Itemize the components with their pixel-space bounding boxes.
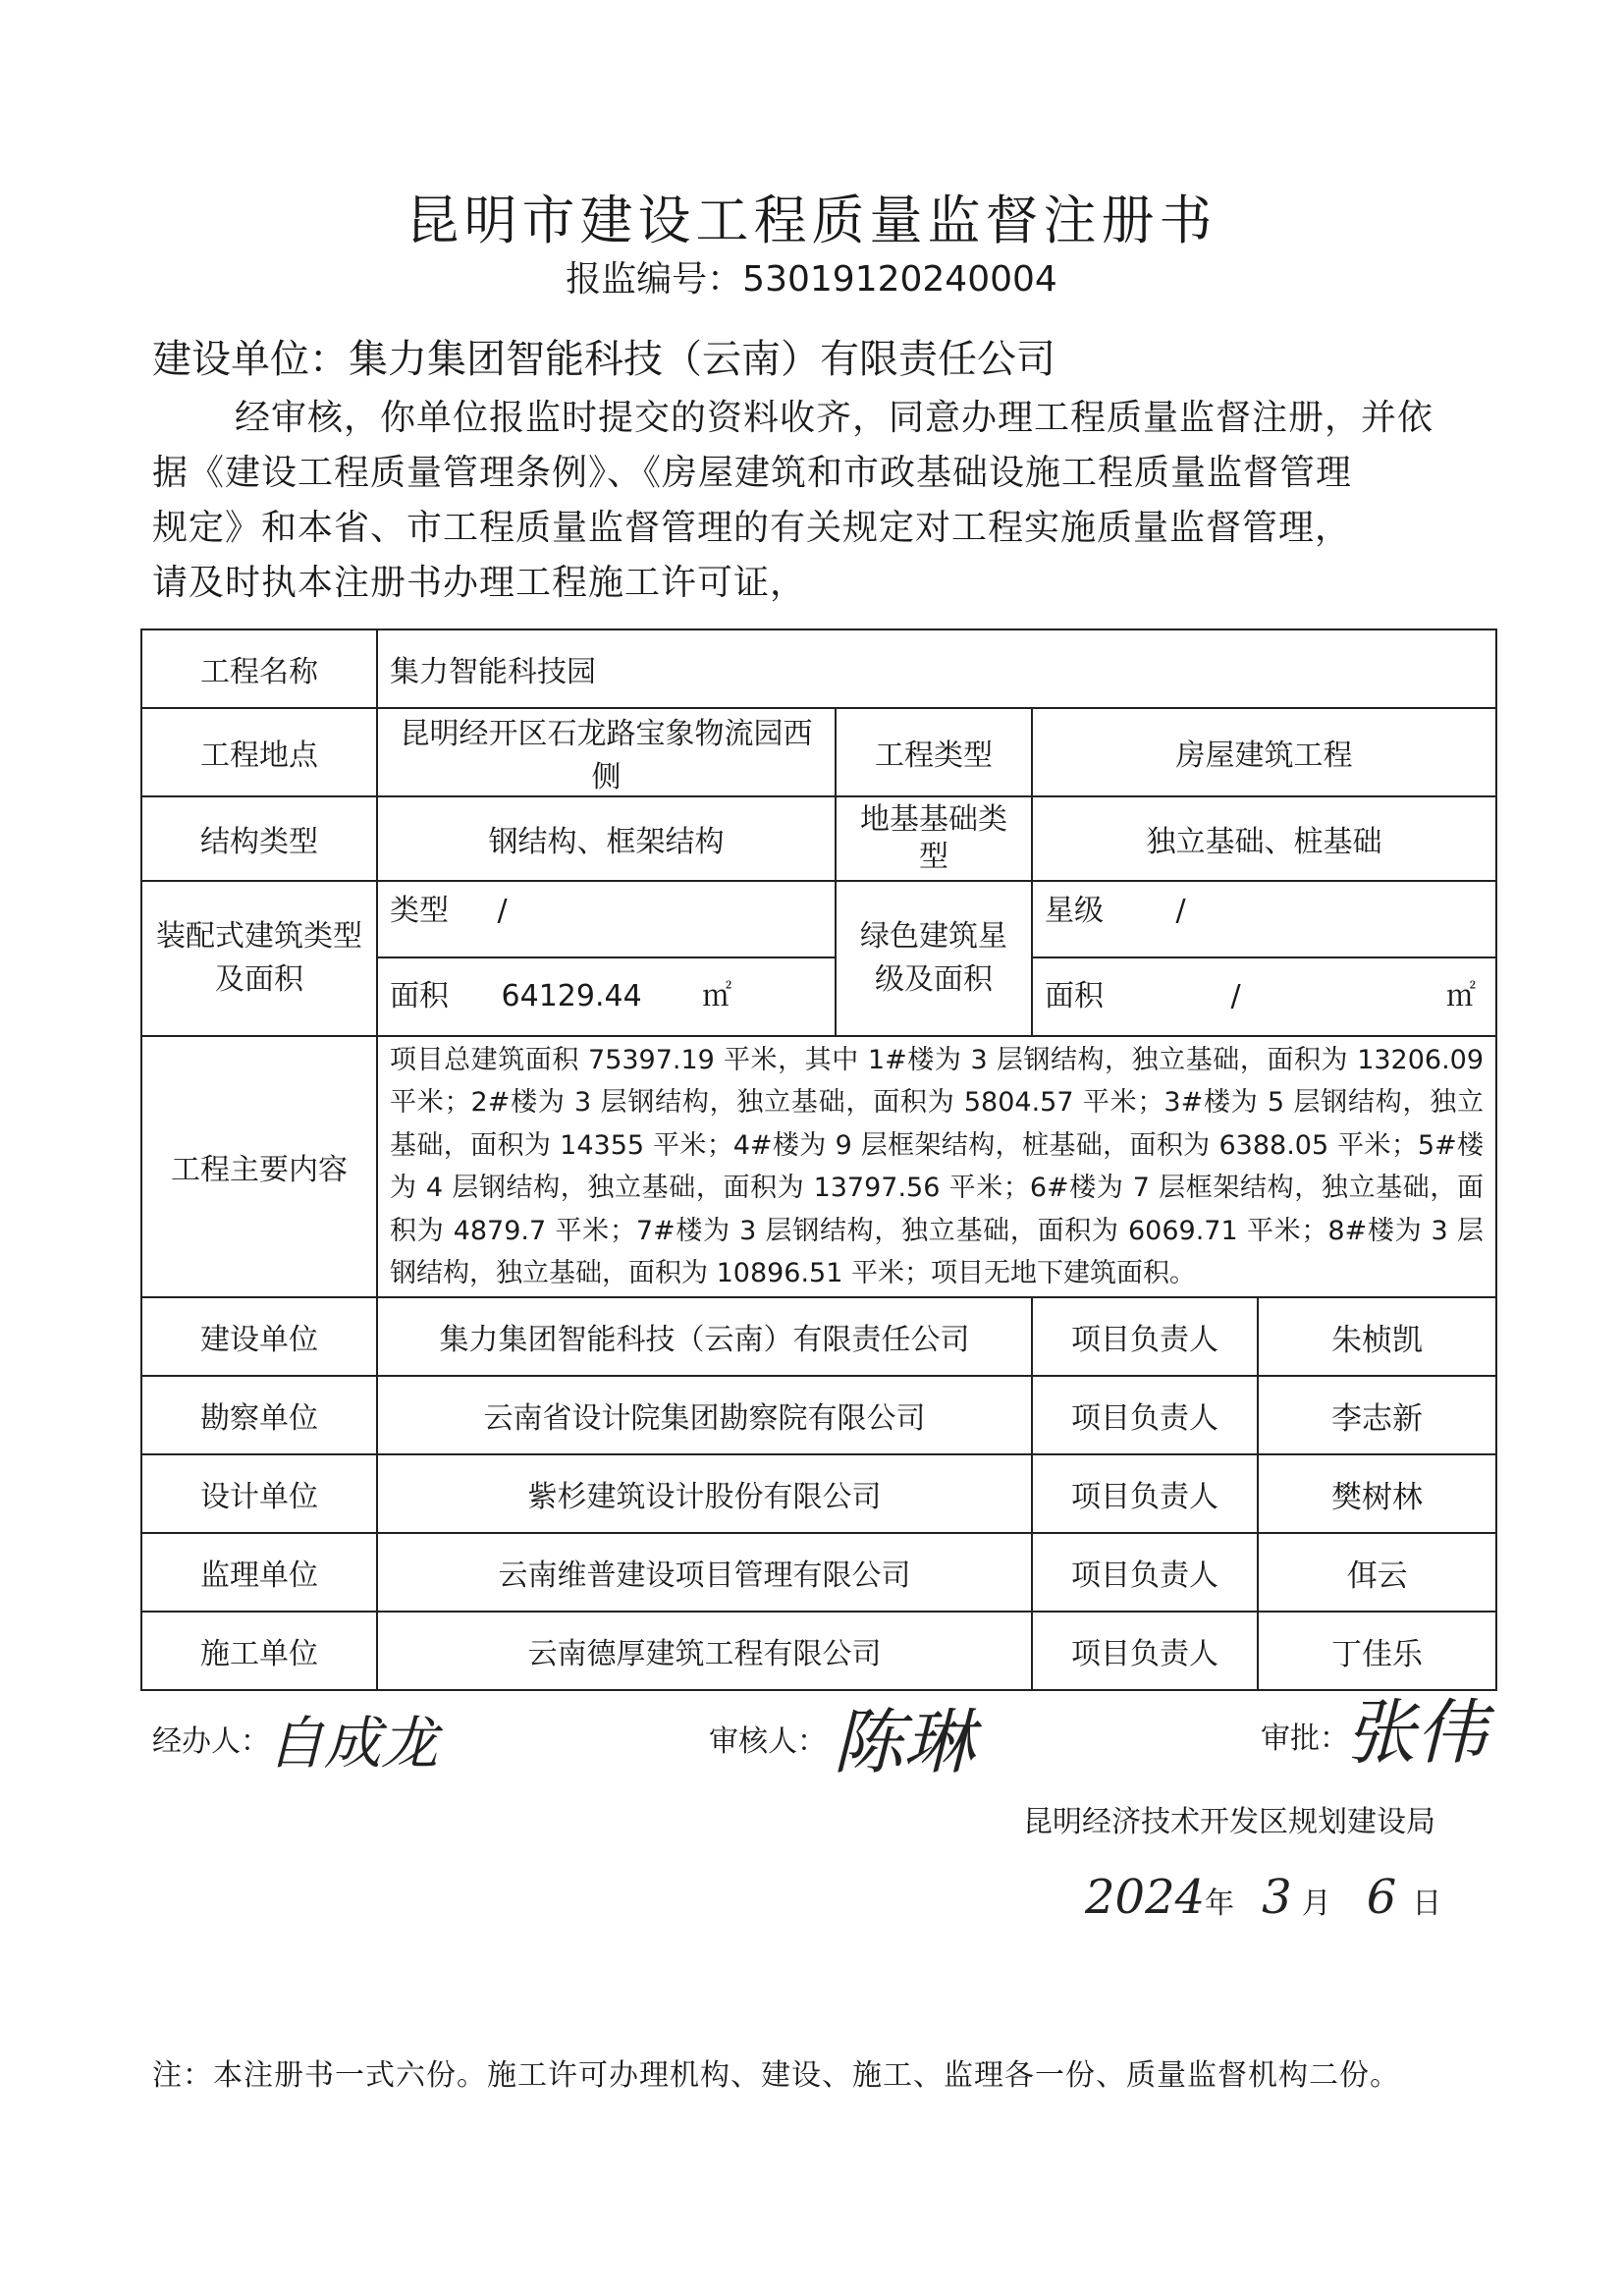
registration-number <box>0 255 1623 304</box>
intro-line: 请及时执本注册书办理工程施工许可证， <box>152 563 807 603</box>
intro-line: 经审核，你单位报监时提交的资料收齐，同意办理工程质量监督注册，并依 <box>235 398 1434 438</box>
table-row <box>141 1454 1496 1533</box>
prefab-area-label: 面积 <box>390 979 449 1013</box>
structure-type-label: 结构类型 <box>141 796 377 881</box>
unit-leader-label: 项目负责人 <box>1032 1454 1258 1533</box>
project-type-value: 房屋建筑工程 <box>1032 708 1496 796</box>
date-month-unit: 月 <box>1301 1886 1331 1921</box>
prefab-type-value: / <box>497 894 508 928</box>
date-day-unit: 日 <box>1412 1886 1442 1921</box>
reviewer-label: 审核人： <box>709 1724 827 1759</box>
unit-leader: 李志新 <box>1258 1376 1496 1454</box>
unit-leader-label: 项目负责人 <box>1032 1612 1258 1690</box>
green-star-value: / <box>1175 894 1186 928</box>
construction-unit-label: 建设单位： <box>152 337 349 382</box>
unit-company: 集力集团智能科技（云南）有限责任公司 <box>377 1297 1032 1376</box>
date-month: 3 <box>1262 1870 1292 1925</box>
approver-signature: 张伟 <box>1345 1691 1488 1774</box>
table-row <box>141 1297 1496 1376</box>
green-cell <box>1032 881 1496 1036</box>
date-year-unit: 年 <box>1205 1886 1235 1921</box>
handler-signature: 自成龙 <box>267 1710 439 1777</box>
unit-leader: 佴云 <box>1258 1533 1496 1612</box>
green-star-label: 星级 <box>1045 894 1104 928</box>
reviewer-signature: 陈琳 <box>833 1701 975 1783</box>
unit-company: 云南维普建设项目管理有限公司 <box>377 1533 1032 1612</box>
date-year: 2024 <box>1085 1870 1206 1925</box>
unit-role: 设计单位 <box>141 1454 377 1533</box>
main-content-text: 项目总建筑面积 75397.19 平米，其中 1#楼为 3 层钢结构，独立基础，面积为 13206.09 平米；2#楼为 3 层钢结构，独立基础，面积为 5804.57 平米；3#楼为 5 层钢结构，独立基础，面积为 14355 平米；4#楼为 9 层框架结构，桩基础，面积为 6388.05 平米；5#楼为 4 层钢结构，独立基础，面积为 13797.56 平米；6#楼为 7 层框架结构，独立基础，面积为 4879.7 平米；7#楼为 3 层钢结构，独立基础，面积为 6069.71 平米；8#楼为 3 层钢结构，独立基础，面积为 10896.51 平米；项目无地下建筑面积。 <box>377 1036 1496 1297</box>
approver-label: 审批： <box>1261 1722 1349 1756</box>
registration-number-label: 报监编号： <box>566 259 743 300</box>
intro-line: 规定》和本省、市工程质量监督管理的有关规定对工程实施质量监督管理， <box>152 508 1352 548</box>
prefab-area-row <box>378 958 835 1035</box>
prefab-area-value: 64129.44 <box>501 979 642 1013</box>
unit-leader-label: 项目负责人 <box>1032 1533 1258 1612</box>
green-area-row <box>1033 958 1495 1035</box>
green-star-row <box>1033 882 1495 958</box>
unit-role: 监理单位 <box>141 1533 377 1612</box>
project-type-label: 工程类型 <box>836 708 1032 796</box>
green-area-value: / <box>1230 979 1241 1013</box>
green-label: 绿色建筑星级及面积 <box>836 881 1032 1036</box>
construction-unit-name: 集力集团智能科技（云南）有限责任公司 <box>349 337 1055 382</box>
footnote: 注：本注册书一式六份。施工许可办理机构、建设、施工、监理各一份、质量监督机构二份。 <box>152 2058 1400 2093</box>
prefab-area-unit: ㎡ <box>702 979 732 1013</box>
document-title: 昆明市建设工程质量监督注册书 <box>406 190 1217 251</box>
unit-leader-label: 项目负责人 <box>1032 1376 1258 1454</box>
unit-role: 施工单位 <box>141 1612 377 1690</box>
unit-company: 云南德厚建筑工程有限公司 <box>377 1612 1032 1690</box>
unit-leader-label: 项目负责人 <box>1032 1297 1258 1376</box>
date-day: 6 <box>1366 1870 1397 1925</box>
unit-leader: 朱桢凯 <box>1258 1297 1496 1376</box>
foundation-type-value: 独立基础、桩基础 <box>1032 796 1496 881</box>
location-label: 工程地点 <box>141 708 377 796</box>
unit-leader: 樊树林 <box>1258 1454 1496 1533</box>
registration-number-value: 53019120240004 <box>742 259 1057 300</box>
prefab-type-label: 类型 <box>390 894 449 928</box>
construction-unit-line <box>152 332 1055 387</box>
unit-leader: 丁佳乐 <box>1258 1612 1496 1690</box>
foundation-type-label: 地基基础类型 <box>836 796 1032 881</box>
unit-role: 建设单位 <box>141 1297 377 1376</box>
prefab-cell <box>377 881 836 1036</box>
prefab-type-row <box>378 882 835 958</box>
handler-label: 经办人： <box>152 1724 270 1759</box>
issuer: 昆明经济技术开发区规划建设局 <box>1023 1805 1435 1839</box>
location-value: 昆明经开区石龙路宝象物流园西侧 <box>377 708 836 796</box>
intro-paragraph <box>152 391 1488 611</box>
table-row <box>141 1376 1496 1454</box>
unit-role: 勘察单位 <box>141 1376 377 1454</box>
issue-date <box>1085 1870 1441 1925</box>
prefab-label: 装配式建筑类型及面积 <box>141 881 377 1036</box>
table-row <box>141 1612 1496 1690</box>
project-name-value: 集力智能科技园 <box>377 629 1496 708</box>
structure-type-value: 钢结构、框架结构 <box>377 796 836 881</box>
main-content-label: 工程主要内容 <box>141 1036 377 1297</box>
green-area-label: 面积 <box>1045 979 1104 1013</box>
intro-line: 据《建设工程质量管理条例》、《房屋建筑和市政基础设施工程质量监督管理 <box>152 453 1353 493</box>
table-row <box>141 1533 1496 1612</box>
project-name-label: 工程名称 <box>141 629 377 708</box>
green-area-unit: ㎡ <box>1446 979 1477 1013</box>
unit-company: 紫杉建筑设计股份有限公司 <box>377 1454 1032 1533</box>
registration-table <box>140 629 1497 1691</box>
unit-company: 云南省设计院集团勘察院有限公司 <box>377 1376 1032 1454</box>
